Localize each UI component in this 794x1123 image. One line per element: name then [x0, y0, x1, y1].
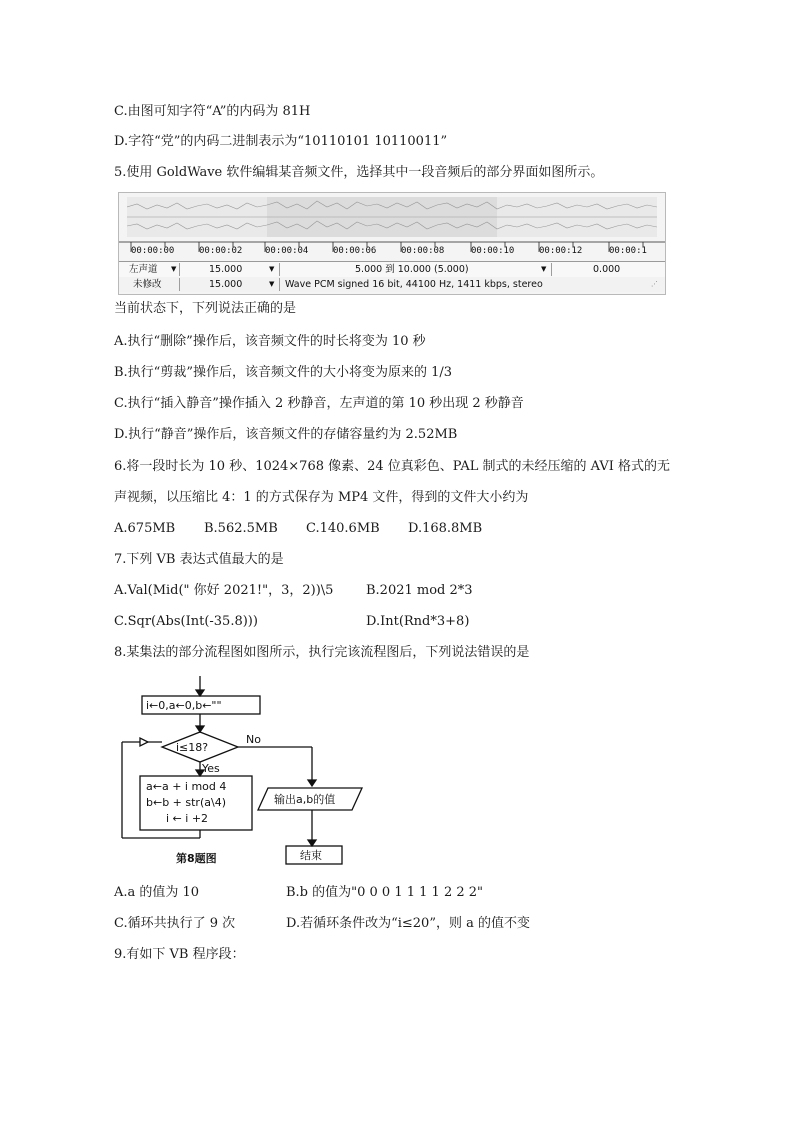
body-step-i: i ← i +2: [166, 812, 209, 825]
end-step: 结束: [300, 849, 322, 862]
body-step-b: b←b + str(a\4): [146, 796, 226, 809]
q8-option-b: B.b 的值为"0 0 0 1 1 1 1 2 2 2": [286, 885, 483, 900]
chevron-down-icon[interactable]: ▼: [171, 265, 177, 273]
loop-condition: i≤18?: [176, 741, 209, 754]
goldwave-control-bar: [119, 261, 665, 278]
yes-label: Yes: [202, 762, 220, 775]
q7-option-a: A.Val(Mid(" 你好 2021!"，3，2))\5: [114, 583, 334, 598]
q6-option-a: A.675MB: [114, 521, 176, 536]
q5-option-b: B.执行“剪裁”操作后，该音频文件的大小将变为原来的 1/3: [114, 365, 453, 380]
q7-stem: 7.下列 VB 表达式值最大的是: [114, 552, 284, 567]
chevron-down-icon[interactable]: ▼: [269, 280, 275, 288]
q6-option-b: B.562.5MB: [204, 521, 278, 536]
q6-option-c: C.140.6MB: [306, 521, 380, 536]
figure-caption: 第8题图: [176, 852, 217, 865]
q9-stem: 9.有如下 VB 程序段：: [114, 947, 245, 962]
length-field[interactable]: 15.000: [209, 264, 243, 275]
q6-stem-line2: 声视频，以压缩比 4：1 的方式保存为 MP4 文件，得到的文件大小约为: [114, 490, 529, 505]
channel-select[interactable]: 左声道: [129, 264, 158, 275]
init-step: i←0,a←0,b←"": [146, 699, 222, 712]
time-tick: 00:00:1: [609, 246, 647, 256]
body-step-a: a←a + i mod 4: [146, 780, 227, 793]
q4-option-c: C.由图可知字符“A”的内码为 81H: [114, 104, 311, 119]
q4-option-d: D.字符“党”的内码二进制表示为“10110101 10110011”: [114, 134, 448, 149]
resize-grip-icon[interactable]: ⋰: [651, 280, 658, 288]
q8-option-a: A.a 的值为 10: [114, 885, 200, 900]
q5-option-a: A.执行“删除”操作后，该音频文件的时长将变为 10 秒: [114, 334, 426, 349]
q7-option-d: D.Int(Rnd*3+8): [366, 614, 470, 629]
goldwave-panel: [118, 192, 666, 295]
q8-stem: 8.某集法的部分流程图如图所示，执行完该流程图后，下列说法错误的是: [114, 645, 530, 660]
modified-status: 未修改: [133, 279, 162, 290]
q5-option-c: C.执行“插入静音”操作插入 2 秒静音，左声道的第 10 秒出现 2 秒静音: [114, 396, 524, 411]
q8-option-c: C.循环共执行了 9 次: [114, 916, 236, 931]
q5-prompt: 当前状态下，下列说法正确的是: [114, 301, 297, 316]
q6-option-d: D.168.8MB: [408, 521, 483, 536]
q7-option-b: B.2021 mod 2*3: [366, 583, 473, 598]
q5-stem: 5.使用 GoldWave 软件编辑某音频文件，选择其中一段音频后的部分界面如图所示。: [114, 165, 604, 180]
goldwave-status-bar: [119, 277, 665, 292]
time-tick: 00:00:06: [333, 246, 377, 256]
q8-option-d: D.若循环条件改为“i≤20”，则 a 的值不变: [286, 916, 530, 931]
time-tick: 00:00:04: [265, 246, 309, 256]
time-tick: 00:00:02: [199, 246, 243, 256]
audio-format-info: Wave PCM signed 16 bit, 44100 Hz, 1411 kbps, stereo: [285, 279, 543, 290]
time-tick: 00:00:12: [539, 246, 583, 256]
time-tick: 00:00:00: [131, 246, 175, 256]
selection-range-field[interactable]: 5.000 到 10.000 (5.000): [355, 264, 469, 275]
chevron-down-icon[interactable]: ▼: [269, 265, 275, 273]
flowchart: [116, 672, 366, 872]
q5-option-d: D.执行“静音”操作后，该音频文件的存储容量约为 2.52MB: [114, 427, 458, 442]
time-tick: 00:00:08: [401, 246, 445, 256]
no-label: No: [246, 733, 261, 746]
q7-option-c: C.Sqr(Abs(Int(-35.8))): [114, 614, 258, 629]
q6-stem-line1: 6.将一段时长为 10 秒、1024×768 像素、24 位真彩色、PAL 制式的未经压缩的 AVI 格式的无: [114, 459, 671, 474]
output-step: 输出a,b的值: [274, 793, 336, 806]
position-field: 0.000: [593, 264, 621, 275]
waveform-display: [127, 197, 657, 237]
chevron-down-icon[interactable]: ▼: [541, 265, 547, 273]
length-field[interactable]: 15.000: [209, 279, 243, 290]
time-tick: 00:00:10: [471, 246, 515, 256]
